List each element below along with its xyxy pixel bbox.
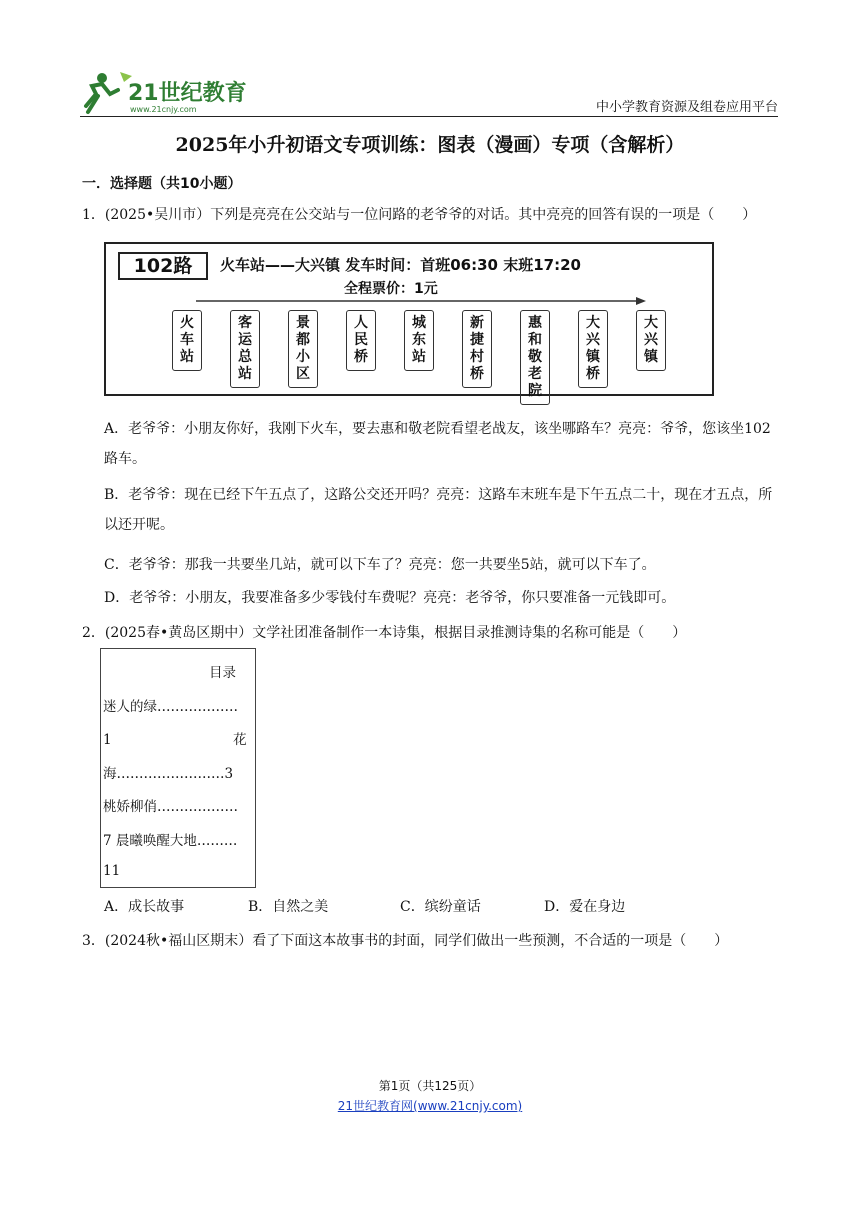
section-heading: 一．选择题（共10小题） bbox=[82, 176, 242, 192]
runner-logo-icon bbox=[80, 68, 250, 116]
toc-line: 桃娇柳俏……………… bbox=[103, 799, 238, 815]
bus-stop: 城 东 站 bbox=[404, 310, 434, 371]
logo-text: 21世纪教育 bbox=[128, 81, 247, 106]
logo-url: www.21cnjy.com bbox=[130, 105, 197, 114]
question-1-option-a: A．老爷爷：小朋友你好，我刚下火车，要去惠和敬老院看望老战友，该坐哪路车？亮亮：爷爷，您该坐102路车。 bbox=[104, 421, 771, 467]
site-link[interactable]: 21世纪教育网(www.21cnjy.com) bbox=[337, 1099, 523, 1113]
bus-stop: 新 捷 村 桥 bbox=[462, 310, 492, 388]
bus-stop: 大 兴 镇 桥 bbox=[578, 310, 608, 388]
question-2-choice-a: A．成长故事 bbox=[104, 899, 185, 915]
bus-stop: 客 运 总 站 bbox=[230, 310, 260, 388]
toc-line: 11 bbox=[103, 863, 121, 879]
route-fare: 全程票价：1元 bbox=[344, 281, 438, 297]
page-number: 第1页（共125页） bbox=[378, 1079, 482, 1093]
table-of-contents bbox=[100, 648, 256, 888]
bus-stop: 大 兴 镇 bbox=[636, 310, 666, 371]
toc-line: 7 晨曦唤醒大地……… bbox=[103, 833, 238, 849]
bus-stop: 惠 和 敬 老 院 bbox=[520, 310, 550, 405]
question-1-option-b: B．老爷爷：现在已经下午五点了，这路公交还开吗？亮亮：这路车末班车是下午五点二十，现在才五点，所以还开呢。 bbox=[104, 487, 773, 533]
platform-name: 中小学教育资源及组卷应用平台 bbox=[595, 100, 778, 115]
question-2-choice-c: C．缤纷童话 bbox=[400, 899, 481, 915]
page-title: 2025年小升初语文专项训练：图表（漫画）专项（含解析） bbox=[175, 134, 685, 156]
bus-stop: 火 车 站 bbox=[172, 310, 202, 371]
toc-heading: 目录 bbox=[209, 665, 236, 681]
question-3-stem: 3．(2024秋•福山区期末）看了下面这本故事书的封面，同学们做出一些预测，不合适的一项是（ ） bbox=[82, 933, 729, 949]
question-2-stem: 2．(2025春•黄岛区期中）文学社团准备制作一本诗集，根据目录推测诗集的名称可能是（ ） bbox=[82, 625, 687, 641]
question-1-stem: 1．(2025•吴川市）下列是亮亮在公交站与一位问路的老爷爷的对话。其中亮亮的回答有误的一项是（ ） bbox=[82, 207, 757, 223]
question-2-choice-d: D．爱在身边 bbox=[544, 899, 626, 915]
toc-line: 1 花 bbox=[103, 732, 247, 748]
logo bbox=[80, 68, 250, 116]
route-info: 火车站——大兴镇 发车时间：首班06:30 末班17:20 bbox=[220, 256, 581, 274]
direction-arrow-icon bbox=[196, 296, 646, 306]
toc-line: 海……………………3 bbox=[103, 766, 234, 782]
bus-stop: 人 民 桥 bbox=[346, 310, 376, 371]
route-number: 102路 bbox=[118, 252, 208, 280]
bus-stop: 景 都 小 区 bbox=[288, 310, 318, 388]
question-2-choice-b: B．自然之美 bbox=[248, 899, 329, 915]
question-1-option-d: D．老爷爷：小朋友，我要准备多少零钱付车费呢？亮亮：老爷爷，你只要准备一元钱即可。 bbox=[104, 590, 676, 606]
bus-route-sign bbox=[104, 242, 714, 399]
header-divider bbox=[80, 116, 778, 117]
toc-line: 迷人的绿……………… bbox=[103, 699, 238, 715]
question-1-option-c: C．老爷爷：那我一共要坐几站，就可以下车了？亮亮：您一共要坐5站，就可以下车了。 bbox=[104, 557, 656, 573]
